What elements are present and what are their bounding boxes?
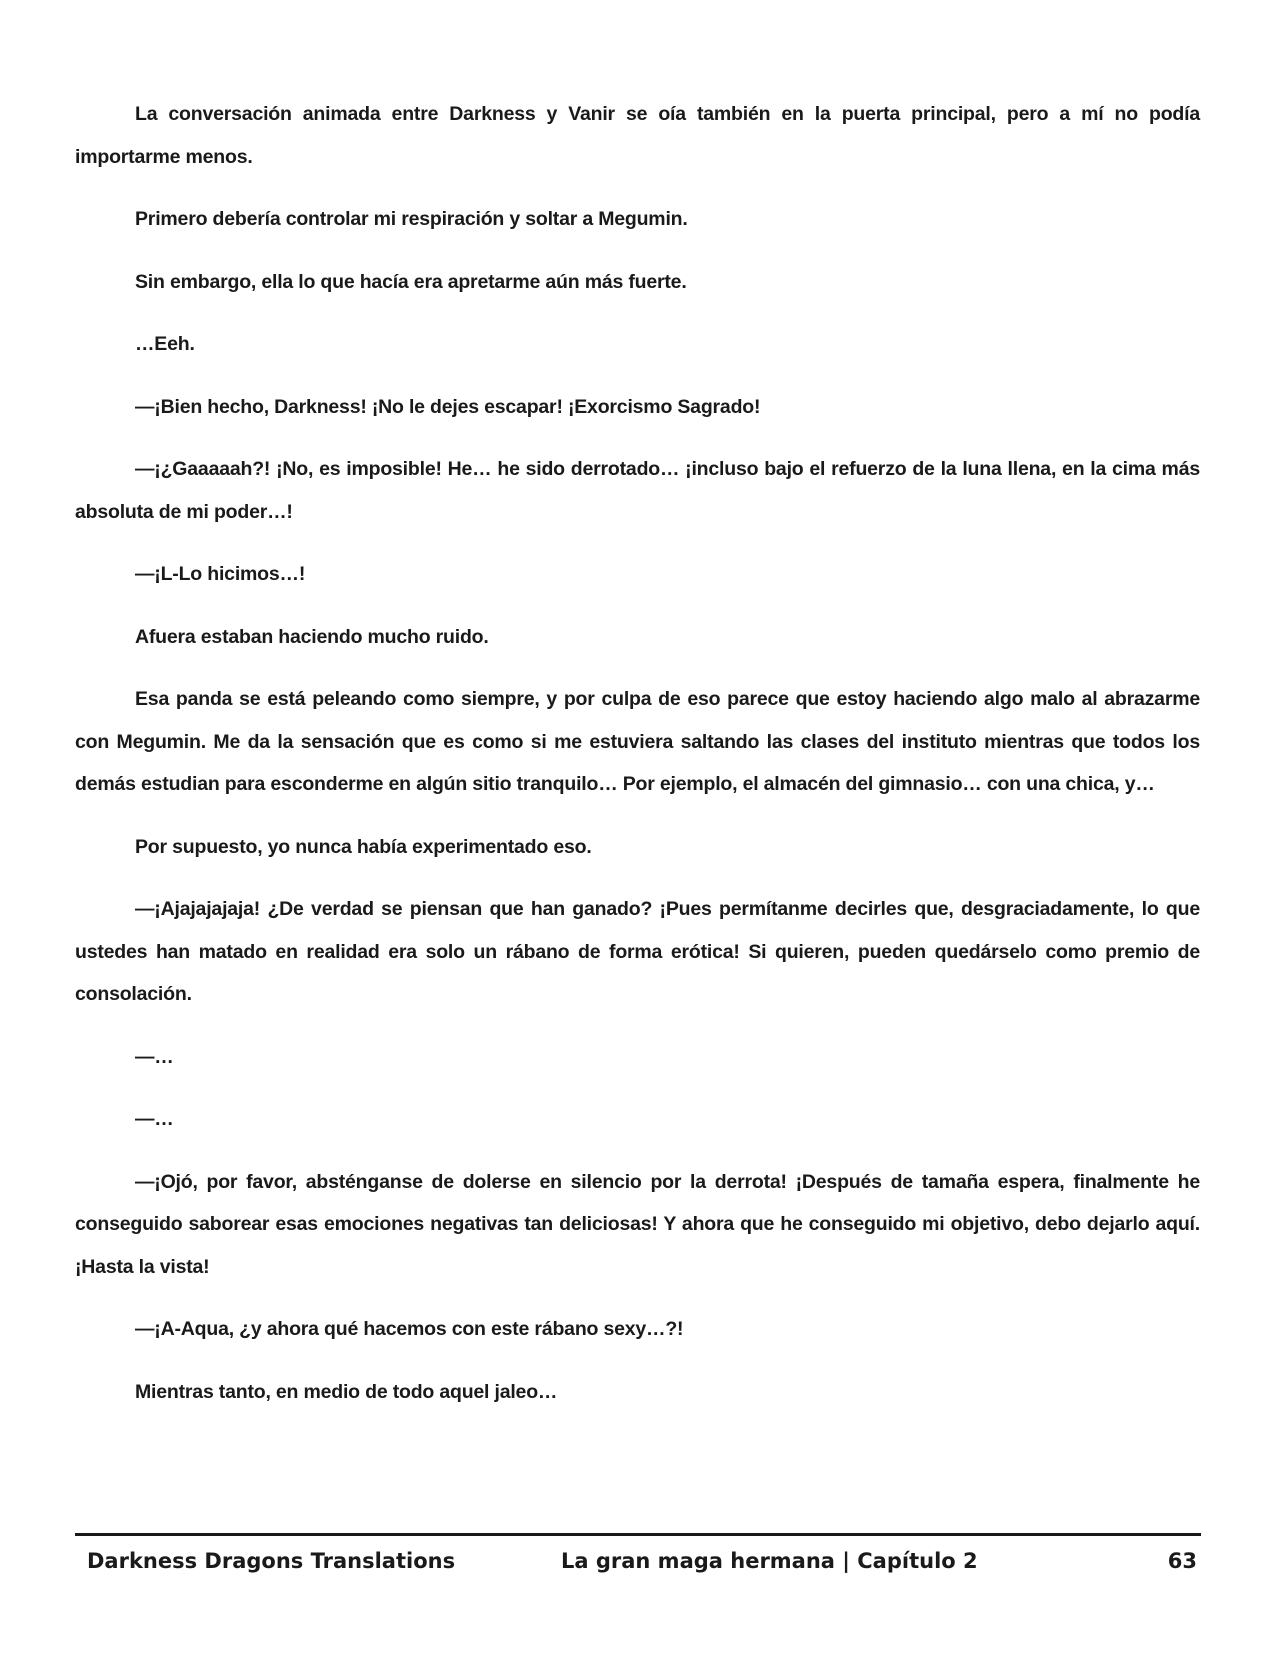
paragraph-14: —¡Ojó, por favor, absténganse de dolerse en silencio por la derrota! ¡Después de tamaña espera, finalmente he conseguido saborear esas emociones negativas tan deliciosas! Y ahora que he conseguido mi objetivo, debo dejarlo aquí. ¡Hasta la vista! — [75, 1170, 1200, 1278]
paragraph-13: —… — [135, 1108, 174, 1130]
paragraph-7: —¡L-Lo hicimos…! — [135, 563, 306, 585]
page-footer — [75, 1543, 1201, 1579]
footer-translator-credit: Darkness Dragons Translations — [87, 1549, 456, 1573]
paragraph-12: —… — [135, 1045, 174, 1068]
paragraph-6: —¡¿Gaaaaah?! ¡No, es imposible! He… he sido derrotado… ¡incluso bajo el refuerzo de la luna llena, en la cima más absoluta de mi poder…! — [75, 458, 1200, 523]
paragraph-4: …Eeh. — [135, 333, 195, 355]
paragraph-1: La conversación animada entre Darkness y Vanir se oía también en la puerta principal, pero a mí no podía importarme menos. — [75, 103, 1200, 168]
page-body — [75, 93, 1200, 1433]
paragraph-11: —¡Ajajajajaja! ¿De verdad se piensan que han ganado? ¡Pues permítanme decirles que, desgraciadamente, lo que ustedes han matado en realidad era solo un rábano de forma erótica! Si quieren, pueden quedárselo como premio de consolación. — [75, 898, 1200, 1005]
footer-chapter-title: La gran maga hermana | Capítulo 2 — [561, 1549, 978, 1573]
paragraph-5: —¡Bien hecho, Darkness! ¡No le dejes escapar! ¡Exorcismo Sagrado! — [135, 395, 761, 418]
paragraph-10: Por supuesto, yo nunca había experimentado eso. — [135, 835, 592, 858]
paragraph-2: Primero debería controlar mi respiración y soltar a Megumin. — [135, 208, 688, 230]
paragraph-3: Sin embargo, ella lo que hacía era apretarme aún más fuerte. — [135, 270, 687, 293]
paragraph-16: Mientras tanto, en medio de todo aquel jaleo… — [135, 1380, 558, 1403]
footer-page-number: 63 — [1167, 1549, 1197, 1573]
footer-divider — [75, 1533, 1201, 1536]
paragraph-15: —¡A-Aqua, ¿y ahora qué hacemos con este rábano sexy…?! — [135, 1318, 684, 1340]
paragraph-9: Esa panda se está peleando como siempre, y por culpa de eso parece que estoy haciendo algo malo al abrazarme con Megumin. Me da la sensación que es como si me estuviera saltando las clases del instituto mientras que todos los demás estudian para esconderme en algún sitio tranquilo… Por ejemplo, el almacén del gimnasio… con una chica, y… — [75, 688, 1200, 795]
paragraph-8: Afuera estaban haciendo mucho ruido. — [135, 625, 489, 648]
